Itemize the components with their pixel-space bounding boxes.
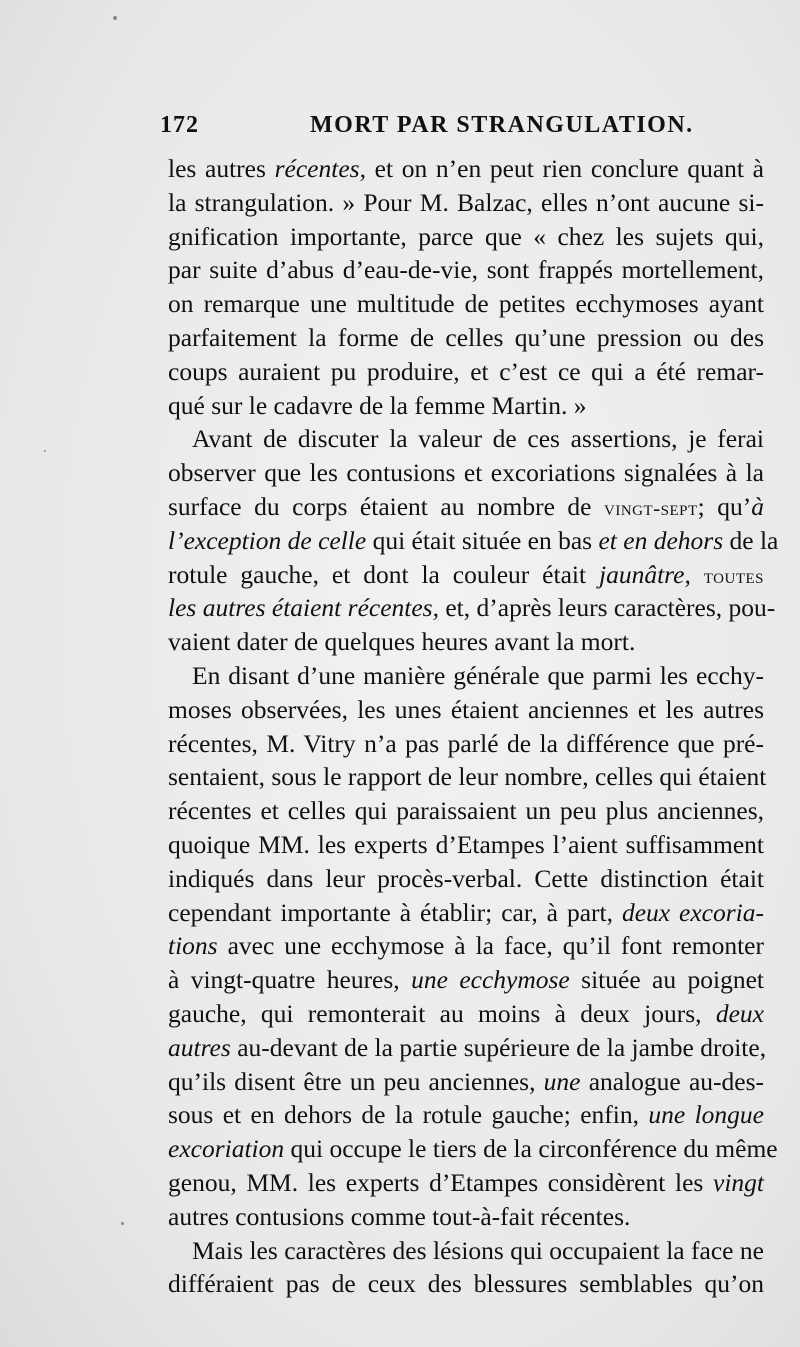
- text-run: cependant importante à établir; car, à part,: [168, 897, 622, 927]
- text-line: [168, 1267, 764, 1301]
- text-line: [168, 253, 764, 287]
- small-caps-text: vingt-sept: [604, 495, 698, 520]
- text-run: Mais les caractères des lésions qui occupaient la face ne: [192, 1235, 764, 1265]
- text-run: à vingt-quatre heures,: [168, 965, 412, 995]
- text-run: observer que les contusions et excoriations signalées à la: [168, 458, 764, 488]
- text-run: qui occupe le tiers de la circonférence du même: [284, 1134, 778, 1164]
- text-run: avec une ecchymose à la face, qu’il font remonter: [217, 931, 764, 961]
- small-caps-text: toutes: [703, 563, 764, 588]
- paper-speck: [113, 16, 117, 20]
- text-line: [168, 727, 764, 761]
- text-run: ; qu’: [697, 491, 752, 521]
- text-line: [168, 186, 764, 220]
- italic-text: autres: [168, 1032, 231, 1062]
- text-run: quoique MM. les experts d’Etampes l’aient suffisamment: [168, 829, 764, 859]
- text-run: on remarque une multitude de petites ecchymoses ayant: [168, 289, 764, 319]
- italic-text: les autres étaient récentes,: [168, 593, 439, 623]
- text-line: [168, 220, 764, 254]
- text-run: vaient dater de quelques heures avant la mort.: [168, 627, 636, 657]
- text-line: [168, 693, 764, 727]
- text-run: indiqués dans leur procès-verbal. Cette distinction était: [168, 863, 764, 893]
- paper-speck: [44, 450, 46, 452]
- paper-speck: [121, 1222, 124, 1225]
- italic-text: vingt: [713, 1167, 764, 1197]
- italic-text: deux excoria-: [621, 897, 764, 927]
- italic-text: l’exception de celle: [168, 525, 367, 555]
- italic-text: récentes,: [274, 154, 366, 183]
- text-line: [168, 896, 764, 930]
- text-run: qu’ils disent être un peu anciennes,: [168, 1066, 544, 1096]
- text-line: [168, 963, 764, 997]
- text-line: [168, 1166, 764, 1200]
- text-line: [168, 355, 764, 389]
- text-run: de la: [723, 525, 779, 555]
- text-line: [168, 287, 764, 321]
- text-run: gnification importante, parce que « chez les sujets qui,: [168, 221, 764, 251]
- text-line: [168, 828, 764, 862]
- text-line: [168, 929, 764, 963]
- text-run: récentes et celles qui paraissaient un peu plus anciennes,: [168, 796, 764, 826]
- text-run: sous et en dehors de la rotule gauche; enfin,: [168, 1100, 649, 1130]
- page-number: 172: [160, 112, 199, 138]
- italic-text: et en dehors: [598, 525, 724, 555]
- text-run: au-devant de la partie supérieure de la jambe droite,: [230, 1032, 767, 1062]
- text-run: rotule gauche, et dont la couleur était: [168, 559, 599, 589]
- text-run: la strangulation. » Pour M. Balzac, elles n’ont aucune si-: [168, 187, 764, 217]
- text-line: [168, 1234, 764, 1268]
- text-line: [168, 760, 767, 794]
- text-run: située au poignet: [569, 965, 764, 995]
- text-line: [168, 1098, 764, 1132]
- italic-text: excoriation: [168, 1134, 285, 1164]
- text-line: [168, 1065, 764, 1099]
- text-run: autres contusions comme tout-à-fait récentes.: [168, 1201, 631, 1231]
- italic-text: une: [543, 1066, 581, 1096]
- running-head: MORT PAR STRANGULATION.: [310, 112, 694, 138]
- text-line: [168, 625, 764, 659]
- text-run: genou, MM. les experts d’Etampes considèrent les: [168, 1167, 713, 1197]
- text-line: [168, 558, 764, 592]
- text-line: [168, 1031, 767, 1065]
- text-line: [168, 794, 764, 828]
- italic-text: tions: [168, 931, 218, 961]
- text-line: [168, 1132, 778, 1166]
- text-line: [168, 997, 764, 1031]
- text-run: et on n’en peut rien conclure quant à: [365, 154, 765, 183]
- text-run: sentaient, sous le rapport de leur nombre, celles qui étaient: [168, 762, 767, 792]
- text-line: [168, 490, 764, 524]
- text-run: gauche, qui remonterait au moins à deux jours,: [168, 998, 716, 1028]
- text-run: analogue au-des-: [580, 1066, 764, 1096]
- page-header: [160, 112, 780, 146]
- text-line: [168, 591, 776, 625]
- text-line: [168, 321, 764, 355]
- text-run: surface du corps étaient au nombre de: [168, 491, 604, 521]
- text-run: par suite d’abus d’eau-de-vie, sont frappés mortellement,: [168, 255, 764, 285]
- text-line: [168, 456, 764, 490]
- italic-text: une ecchymose: [411, 965, 570, 995]
- text-run: [691, 560, 704, 589]
- text-run: différaient pas de ceux des blessures semblables qu’on: [168, 1269, 764, 1299]
- text-line: [168, 524, 779, 558]
- text-run: parfaitement la forme de celles qu’une pression ou des: [168, 322, 764, 352]
- text-run: En disant d’une manière générale que parmi les ecchy-: [192, 660, 764, 690]
- italic-text: à: [751, 491, 764, 521]
- text-run: coups auraient pu produire, et c’est ce qui a été remar-: [168, 356, 764, 386]
- text-line: [168, 659, 764, 693]
- text-run: récentes, M. Vitry n’a pas parlé de la différence que pré-: [168, 728, 764, 758]
- text-run: et, d’après leurs caractères, pou-: [438, 593, 776, 623]
- text-line: [168, 389, 764, 423]
- text-run: qué sur le cadavre de la femme Martin. »: [168, 390, 587, 420]
- italic-text: deux: [715, 998, 764, 1028]
- text-line: [168, 862, 764, 896]
- text-run: qui était située en bas: [366, 525, 599, 555]
- text-run: moses observées, les unes étaient anciennes et les autres: [168, 694, 764, 724]
- italic-text: jaunâtre,: [599, 559, 691, 589]
- text-line: [168, 422, 764, 456]
- text-run: Avant de discuter la valeur de ces assertions, je ferai: [192, 424, 764, 454]
- body-text: [168, 152, 779, 1301]
- text-line: [168, 152, 764, 186]
- text-line: [168, 1200, 764, 1234]
- italic-text: une longue: [648, 1100, 764, 1130]
- text-run: les autres: [168, 154, 275, 183]
